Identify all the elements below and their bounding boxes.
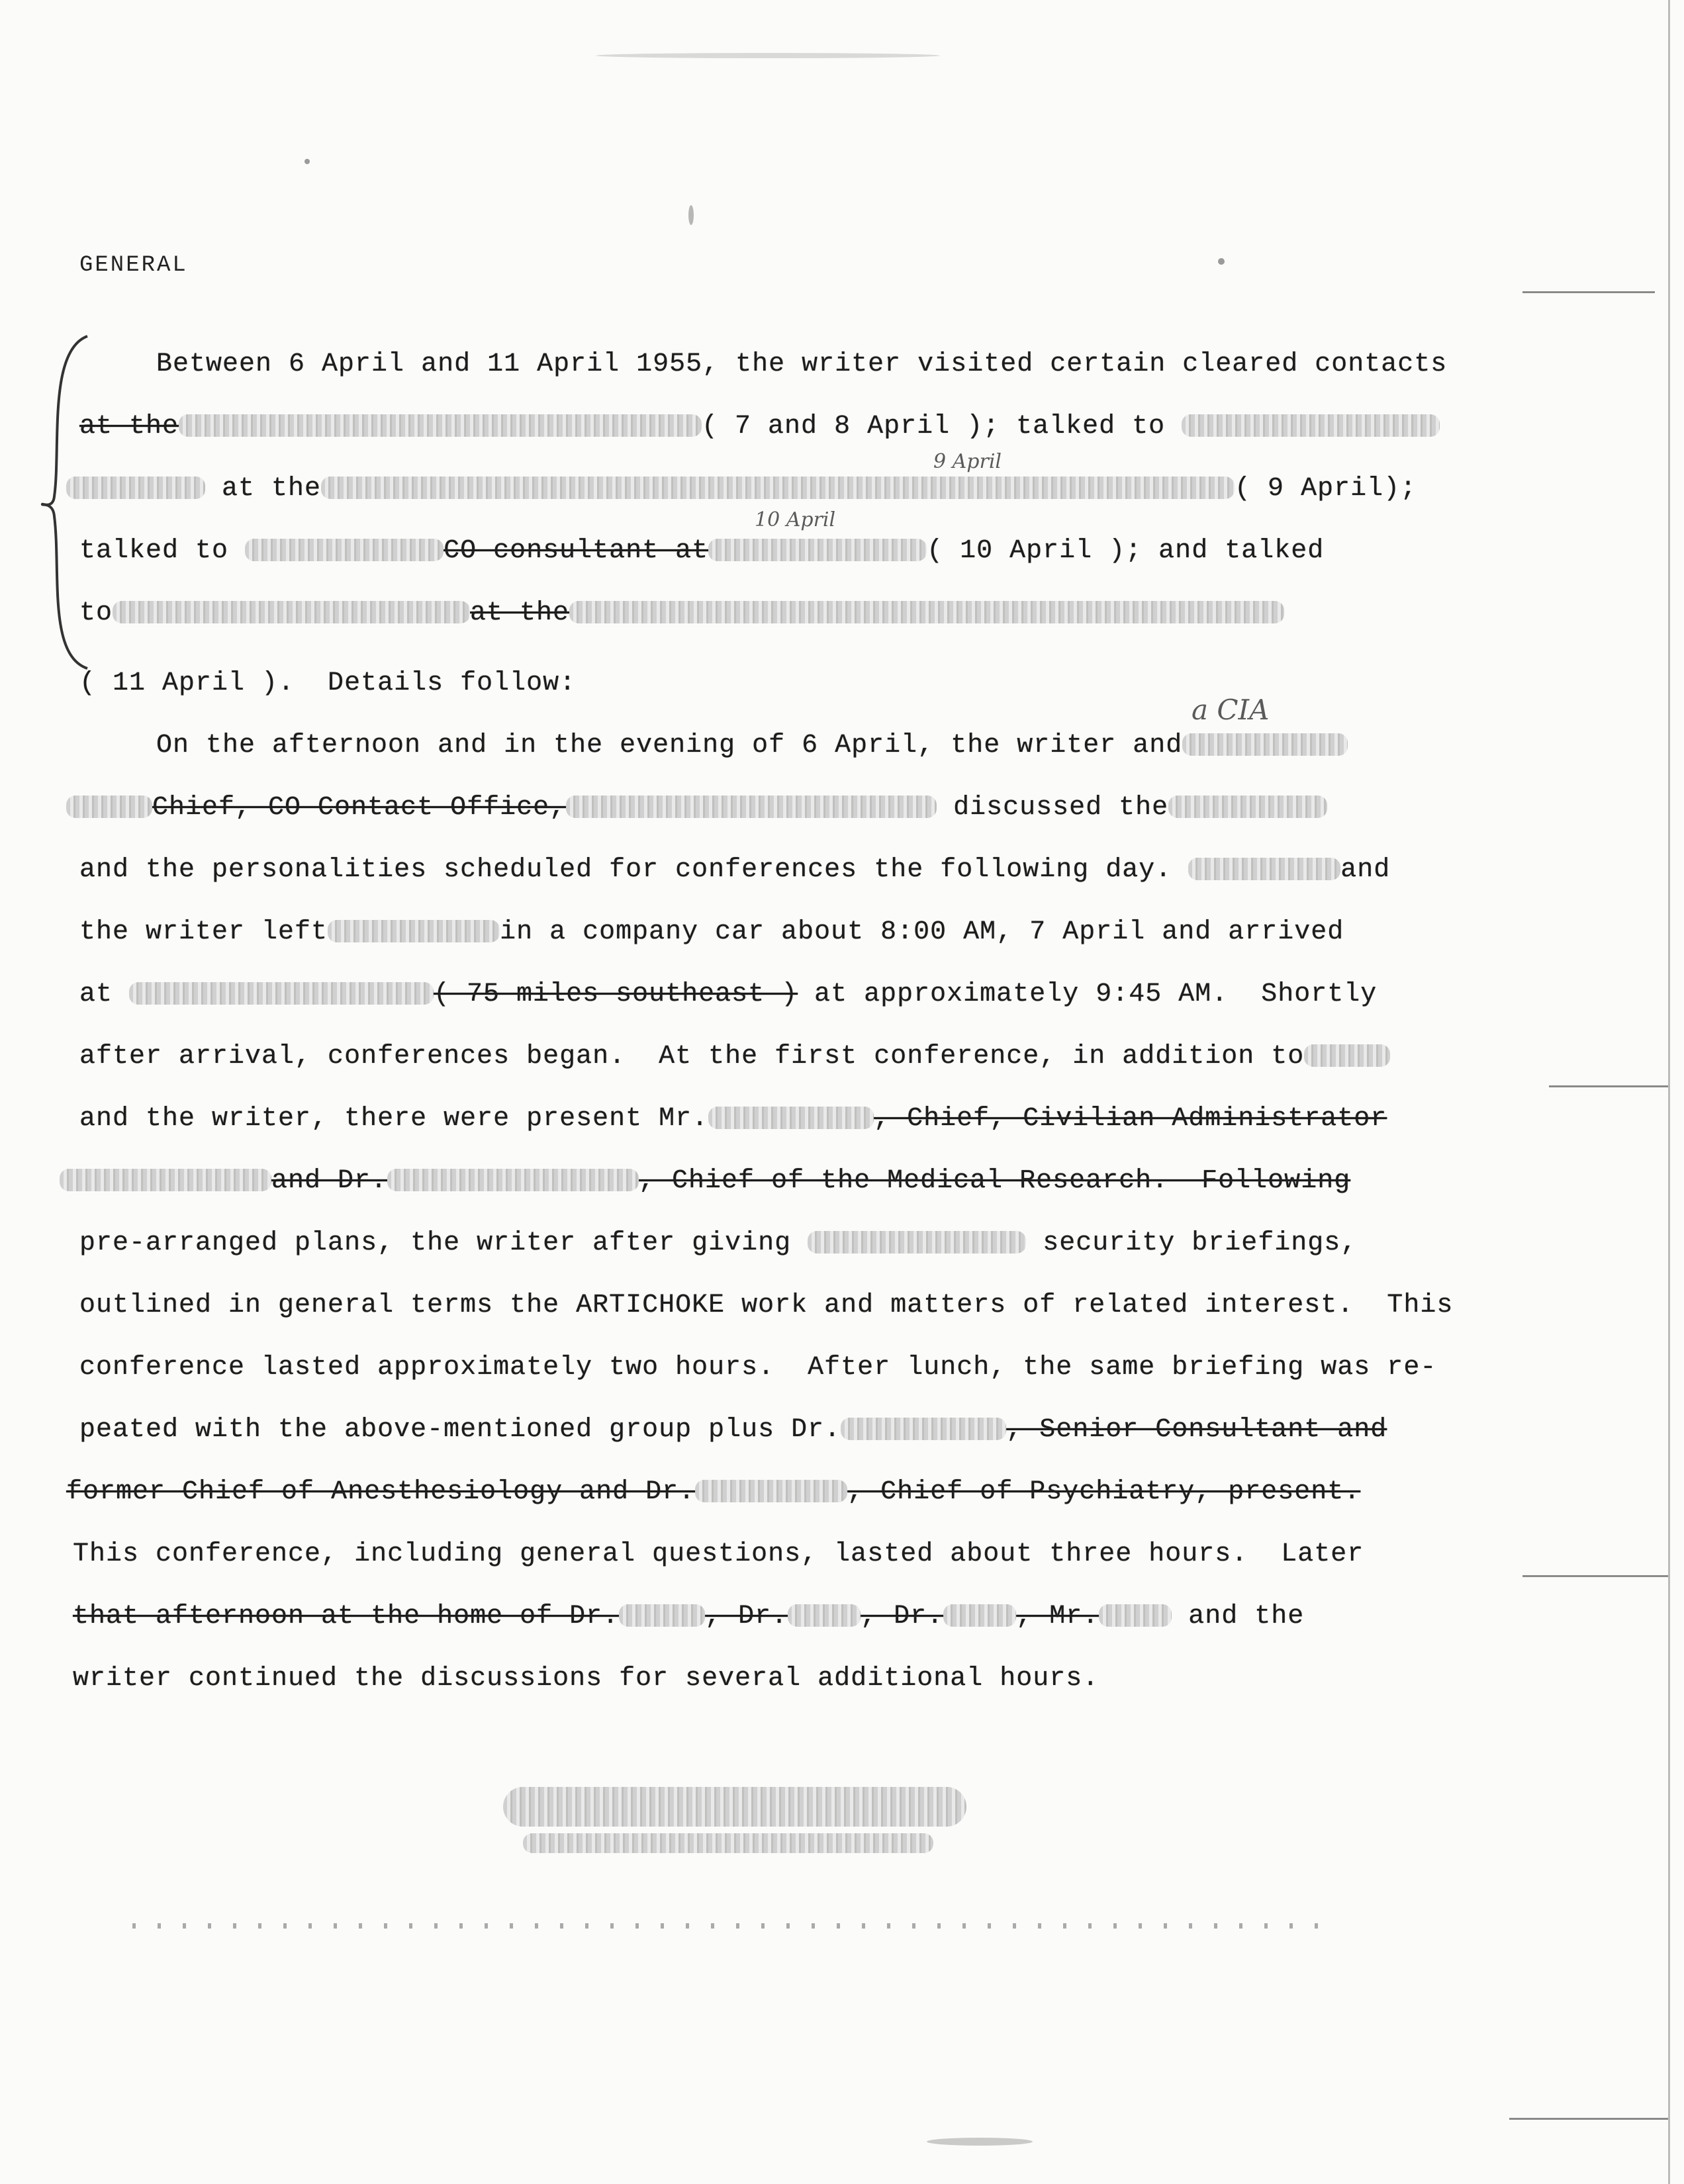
redaction <box>808 1231 1026 1253</box>
para1-line5-pre: to <box>79 598 113 628</box>
scan-edge-mark <box>1509 2118 1668 2120</box>
redaction <box>129 982 434 1005</box>
para2-text: in a company car about 8:00 AM, 7 April and arrived <box>500 917 1344 947</box>
redaction <box>566 796 937 818</box>
para2-line6 <box>79 1042 1390 1071</box>
para1-line4 <box>79 536 1324 566</box>
para2-line3 <box>79 855 1390 885</box>
scan-smudge <box>688 205 694 225</box>
redaction <box>113 601 470 623</box>
handwritten-note: 9 April <box>933 450 1002 473</box>
para2-text: at <box>79 979 113 1009</box>
para2-text: and Dr. <box>271 1166 388 1196</box>
para1-line3-end: ( 9 April); <box>1235 474 1417 504</box>
para1-line2-post: ( 7 and 8 April ); talked to <box>702 412 1166 441</box>
redaction <box>943 1604 1016 1627</box>
redaction <box>328 920 500 942</box>
redaction <box>695 1480 847 1502</box>
redaction <box>66 477 205 499</box>
section-heading: GENERAL <box>79 253 188 278</box>
scan-edge-mark <box>1522 1575 1668 1577</box>
para2-line8 <box>60 1166 1350 1196</box>
para2-line16: writer continued the discussions for several additional hours. <box>73 1664 1099 1694</box>
para2-line7 <box>79 1104 1387 1134</box>
redaction <box>619 1604 705 1627</box>
para2-text: ( 75 miles southeast ) <box>434 979 798 1009</box>
para2-text: On the afternoon and in the evening of 6 April, the writer and <box>156 731 1183 760</box>
para2-line12 <box>79 1415 1387 1445</box>
para2-text: and <box>1340 855 1391 885</box>
para2-text: , Chief of the Medical Research. Following <box>639 1166 1351 1196</box>
para1-line1: Between 6 April and 11 April 1955, the writer visited certain cleared contacts <box>156 349 1448 379</box>
redacted-signature <box>523 1833 933 1853</box>
para2-text: and the <box>1188 1602 1305 1631</box>
scan-border <box>1668 0 1670 2184</box>
handwritten-note: 10 April <box>755 508 836 531</box>
para2-line14: This conference, including general questions, lasted about three hours. Later <box>73 1539 1364 1569</box>
para2-text: , Chief of Psychiatry, present. <box>847 1477 1361 1507</box>
para2-text: , Chief, Civilian Administrator <box>874 1104 1387 1134</box>
para2-text: and the personalities scheduled for conferences the following day. <box>79 855 1172 885</box>
redaction <box>66 796 152 818</box>
para2-text: Chief, CO Contact Office, <box>152 793 567 823</box>
para2-line4 <box>79 917 1344 947</box>
para2-text: and the writer, there were present Mr. <box>79 1104 709 1134</box>
redaction <box>321 477 1235 499</box>
redaction <box>1182 733 1348 756</box>
para2-line11: conference lasted approximately two hours. After lunch, the same briefing was re- <box>79 1353 1437 1383</box>
para2-text: former Chief of Anesthesiology and Dr. <box>66 1477 696 1507</box>
para2-line1 <box>156 731 1348 760</box>
scan-smudge <box>927 2138 1033 2146</box>
para1-line4-pre: talked to <box>79 536 229 566</box>
para2-text: at approximately 9:45 AM. Shortly <box>814 979 1378 1009</box>
scan-edge-mark <box>1549 1085 1668 1087</box>
redaction <box>179 414 702 437</box>
para1-line2-pre: at the <box>79 412 179 441</box>
redaction <box>60 1169 271 1191</box>
redaction <box>245 539 444 561</box>
para2-line15 <box>73 1602 1304 1631</box>
redaction <box>841 1418 1006 1440</box>
para2-text: the writer left <box>79 917 328 947</box>
scan-smudge <box>304 159 310 164</box>
para1-line2 <box>79 412 1440 441</box>
para1-line4-mid: CO consultant at <box>444 536 709 566</box>
para2-text: that afternoon at the home of Dr. <box>73 1602 620 1631</box>
redaction <box>708 1107 874 1129</box>
redaction <box>569 601 1284 623</box>
para2-text: pre-arranged plans, the writer after giving <box>79 1228 792 1258</box>
para2-line2 <box>66 793 1327 823</box>
redaction <box>387 1169 639 1191</box>
para2-line13 <box>66 1477 1360 1507</box>
para1-line6: ( 11 April ). Details follow: <box>79 668 577 698</box>
para2-line9 <box>79 1228 1357 1258</box>
para2-line5 <box>79 979 1377 1009</box>
scan-smudge <box>596 53 940 58</box>
para1-line4-end: ( 10 April ); and talked <box>927 536 1325 566</box>
redaction <box>1304 1044 1390 1067</box>
redacted-signature <box>503 1787 966 1827</box>
para2-text: after arrival, conferences began. At the first conference, in addition to <box>79 1042 1305 1071</box>
para1-line5 <box>79 598 1284 628</box>
redaction <box>708 539 927 561</box>
para2-text: , Dr. <box>705 1602 788 1631</box>
dotted-rule <box>132 1923 1324 1929</box>
para2-text: discussed the <box>953 793 1169 823</box>
para1-line3-post: at the <box>222 474 322 504</box>
handwritten-note: a CIA <box>1192 694 1270 726</box>
para2-text: peated with the above-mentioned group plus Dr. <box>79 1415 841 1445</box>
scan-edge-mark <box>1522 291 1655 293</box>
scan-smudge <box>1218 258 1225 265</box>
redaction <box>788 1604 861 1627</box>
redaction <box>1099 1604 1172 1627</box>
para2-text: , Dr. <box>861 1602 944 1631</box>
para2-line10: outlined in general terms the ARTICHOKE work and matters of related interest. This <box>79 1291 1454 1320</box>
para2-text: , Mr. <box>1016 1602 1099 1631</box>
redaction <box>1168 796 1327 818</box>
redaction <box>1188 858 1340 880</box>
para1-line5-mid: at the <box>470 598 570 628</box>
redaction <box>1182 414 1440 437</box>
para2-text: , Senior Consultant and <box>1006 1415 1387 1445</box>
para1-line3 <box>66 474 1417 504</box>
para2-text: security briefings, <box>1043 1228 1358 1258</box>
